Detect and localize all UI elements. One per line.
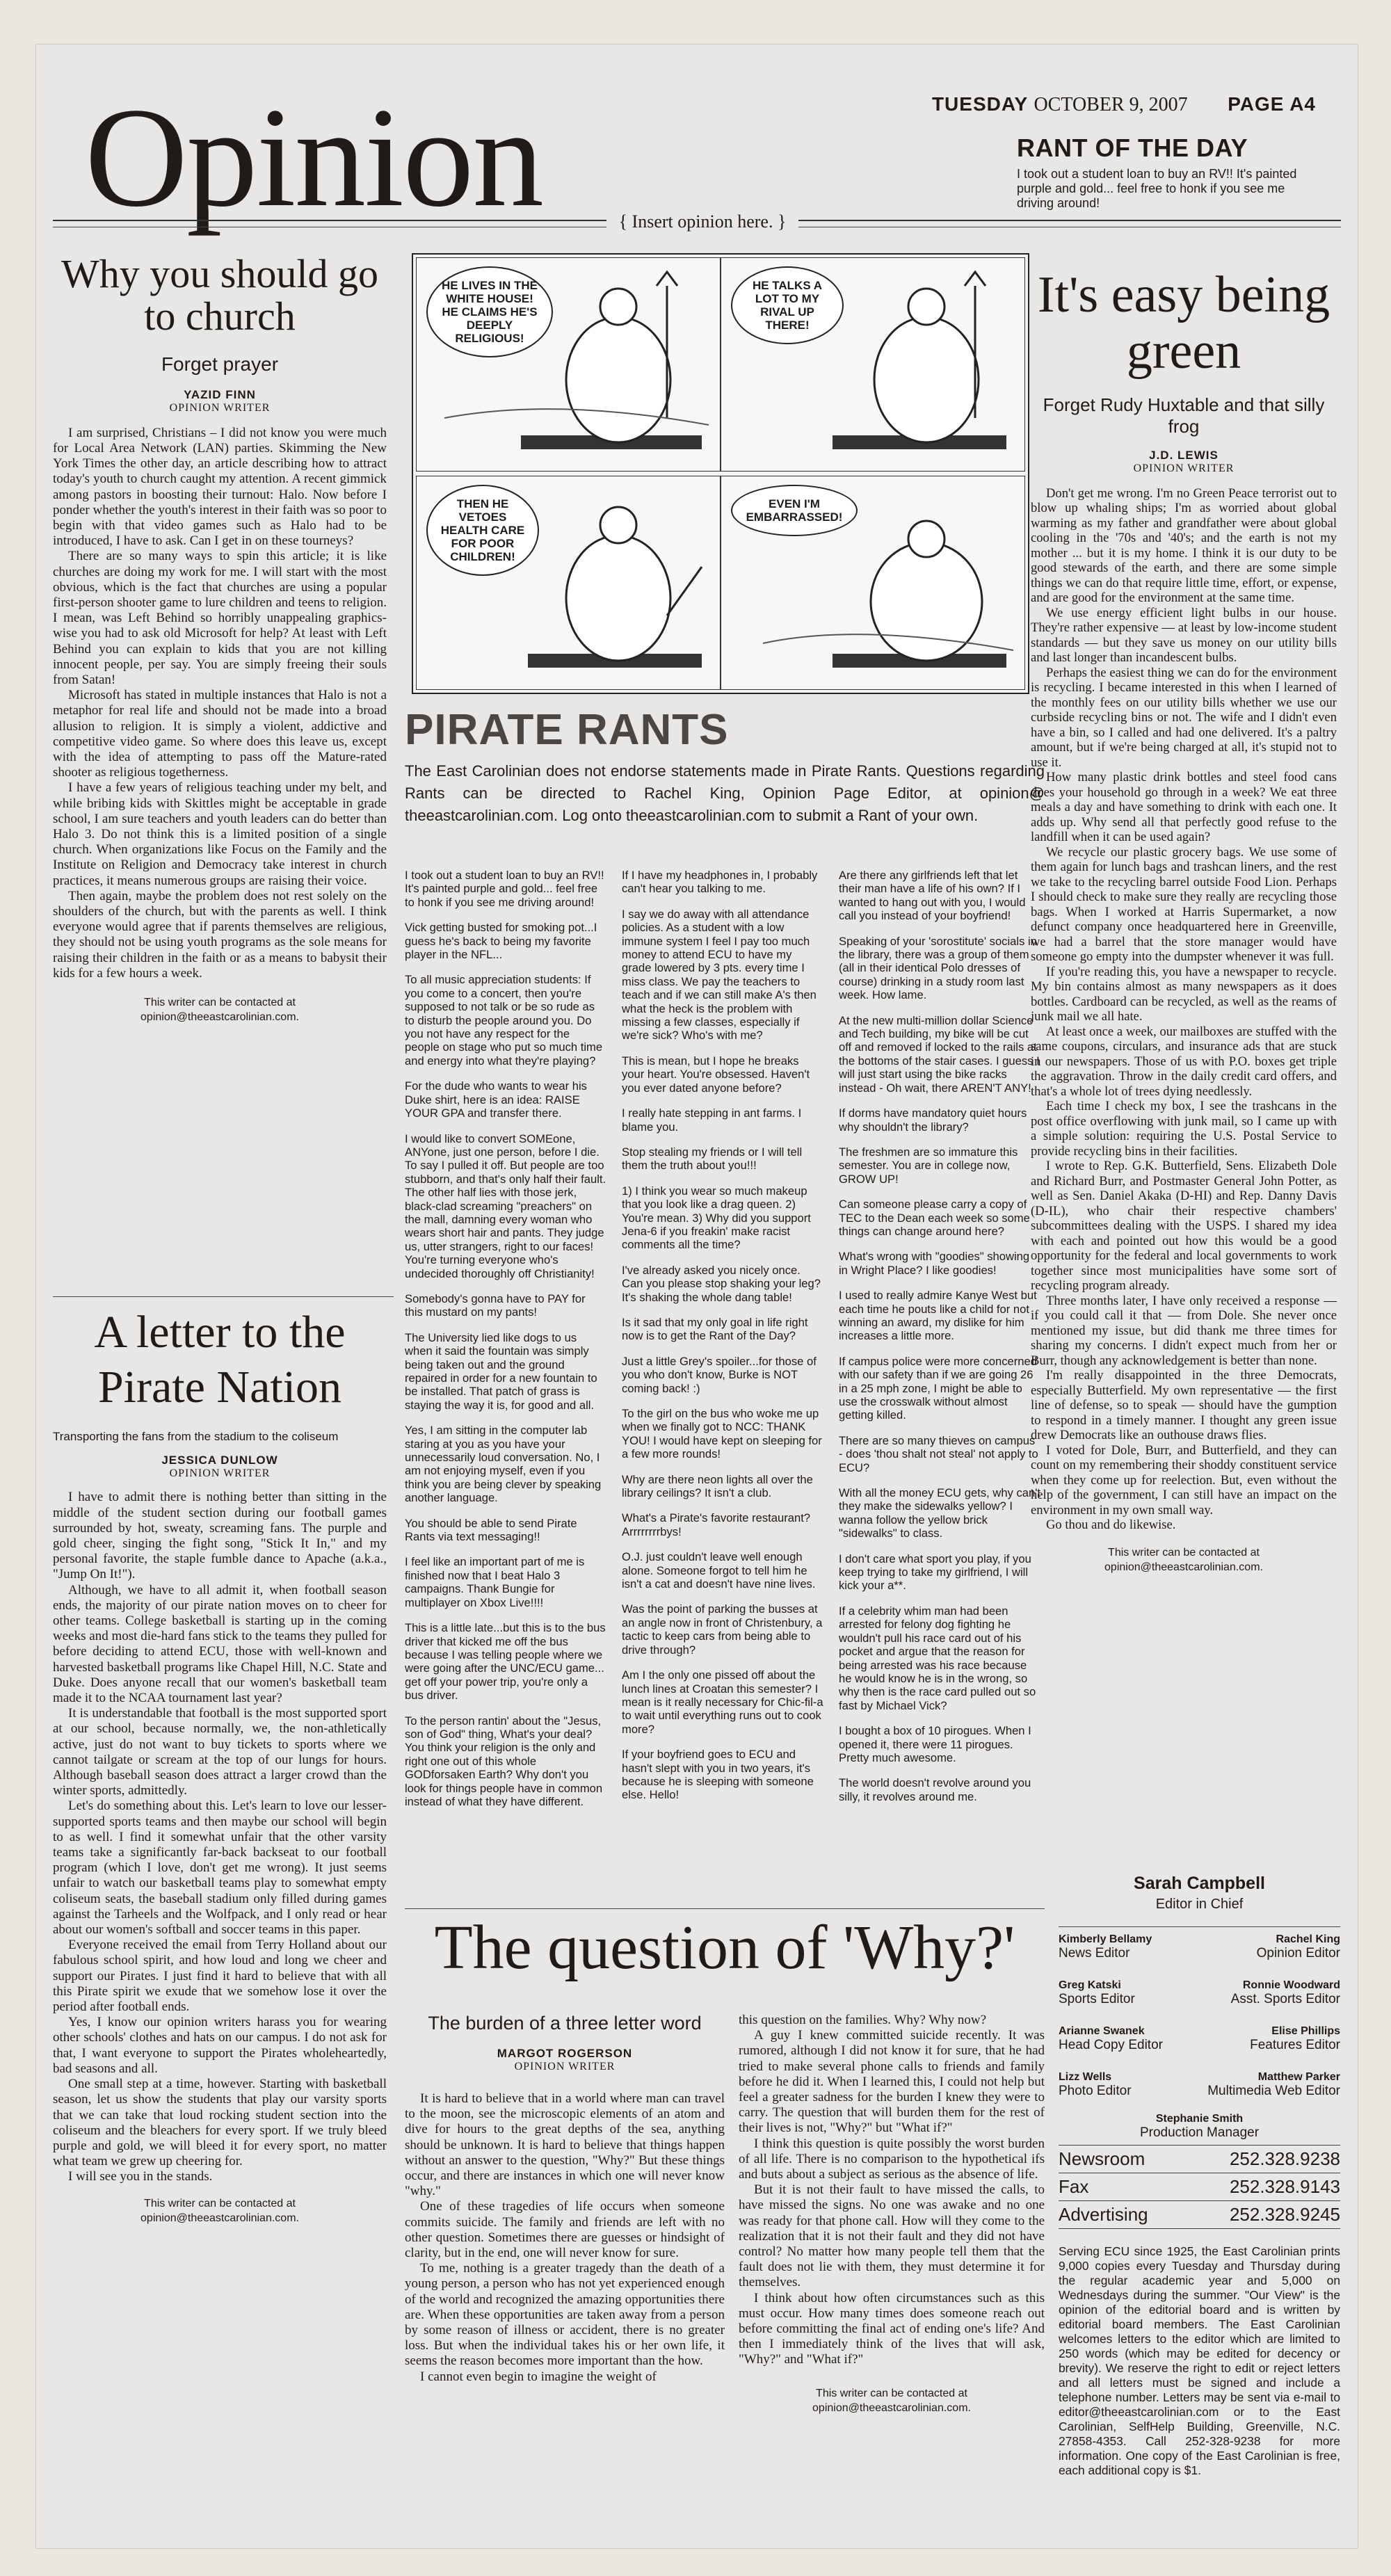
speech-bubble: THEN HE VETOES HEALTH CARE FOR POOR CHILDREN!: [426, 485, 539, 576]
paragraph: I have to admit there is nothing better than sitting in the middle of the student section during our football games surrounded by hot, sweaty, screaming fans. The purple and gold cheer, singing the fight song, "Stick It In," and my personal favorite, the staple fumble dance to Apache (a.k.a., "Jump On It!").: [53, 1490, 387, 1582]
staff-member: [1207, 2071, 1340, 2099]
rant-item: If dorms have mandatory quiet hours why shouldn't the library?: [839, 1106, 1027, 1134]
paragraph: Let's do something about this. Let's learn to love our lesser-supported sports teams and then maybe our school will begin to as well. I find it somewhat unfair that the other varsity teams take a significantly far-back backseat to our football program (which I love, don't get me wrong). It just seems unfair to watch our basketball teams play to somewhat empty coliseum seats, the baseball stadium only filled during games against the Tarheels and the Wolfpack, and I only read or hear about our women's softball and soccer teams in this paper.: [53, 1798, 387, 1938]
paragraph: Don't get me wrong. I'm no Green Peace terrorist out to blow up whaling ships; I'm as worried about global warming as my father and grandfather were about global cooling in the '70s and '40's; and the earth is not my mother ... but it is my home. I think it is our duty to be good stewards of the earth, and there are some simple things we can do that require little time, effort, or expense, and are good for the environment at the same time.: [1031, 485, 1337, 606]
rants-column-2: [622, 869, 823, 1814]
staff-role: Multimedia Web Editor: [1207, 2084, 1340, 2098]
contact-number: 252.328.9245: [1229, 2204, 1340, 2225]
rant-of-the-day-title: RANT OF THE DAY: [1017, 134, 1248, 162]
editor-in-chief-name: Sarah Campbell: [1134, 1874, 1265, 1893]
green-article: [1031, 267, 1337, 1575]
staff-role: News Editor: [1059, 1946, 1130, 1961]
staff-rule: [1059, 1926, 1340, 1927]
why-role: OPINION WRITER: [514, 2061, 616, 2072]
paragraph: I cannot even begin to imagine the weight of: [420, 2369, 657, 2384]
letter-role: OPINION WRITER: [169, 1467, 271, 1480]
paragraph: How many plastic drink bottles and steel food cans does your household go through in a week? We eat three meals a day and have something to drink with each one. It adds up. Why send all that perfectly good refuse to the landfill when it can be used again?: [1031, 770, 1337, 845]
rant-item: 1) I think you wear so much makeup that you look like a drag queen. 2) You're mean. 3) Why did you support Jena-6 if you freakin' make racist comments all the time?: [622, 1184, 811, 1252]
paragraph: I am surprised, Christians – I did not know you were much for Local Area Network (LAN) parties. Skimming the New York Times the other day, an article describing how to attract today's youth to church caught my attention. A recent gimmick among pastors in boosting their turnout: Halo. Now before I ponder whether the youth's interest in their faith was so poor to begin with that video games such as Halo had to be introduced, I have to ask. Can I get in on these tourneys?: [53, 425, 387, 549]
staff-role: Asst. Sports Editor: [1230, 1992, 1340, 2006]
contact-number: 252.328.9238: [1229, 2148, 1340, 2169]
contact-numbers: [1059, 2145, 1340, 2229]
rant-item: For the dude who wants to wear his Duke shirt, here is an idea: RAISE YOUR GPA and transfer there.: [405, 1079, 587, 1120]
staff-member: [1059, 1933, 1152, 1961]
staff-row: [1059, 1979, 1340, 2007]
devil-figure-illustration: [417, 476, 720, 689]
rant-item: Speaking of your 'sorostitute' socials in the library, there was a group of them (all in their identical Polo dresses of course) drinking in a study room last week. How lame.: [839, 934, 1037, 1002]
staff-box: [1059, 1874, 1340, 2478]
issue-date-text: OCTOBER 9, 2007: [1034, 94, 1188, 115]
letter-author: JESSICA DUNLOW: [161, 1454, 278, 1467]
publication-info: Serving ECU since 1925, the East Carolinian prints 9,000 copies every Tuesday and Thursday during the regular academic year and 5,000 on Wednesdays during the summer. "Our View" is the opinion of the editorial board and is written by editorial board members. The East Carolinian welcomes letters to the editor which are limited to 250 words (which may be edited for decency or brevity). We reserve the right to edit or reject letters and all letters must be signed and include a telephone number. Letters may be sent via e-mail to editor@theeastcarolinian.com or to the East Carolinian, SelfHelp Building, Greenville, N.C. 27858-4353. Call 252-328-9238 for more information. One copy of the East Carolinian is free, each additional copy is $1.: [1059, 2244, 1340, 2477]
staff-name: Arianne Swanek: [1059, 2025, 1145, 2037]
rant-item: This is a little late...but this is to the bus driver that kicked me off the bus because I was telling people where we were going after the UNC/ECU game... get off your power trip, you're only a bus driver.: [405, 1621, 606, 1702]
rant-item: I feel like an important part of me is finished now that I beat Halo 3 campaigns. Thank Bungie for multiplayer on Xbox Live!!!!: [405, 1555, 585, 1609]
rant-item: To all music appreciation students: If you come to a concert, then you're supposed to not talk or be so rude as to disturb the people around you. Do you not have any respect for the people on stage who put so much time and energy into what they're playing?: [405, 973, 603, 1068]
paragraph: Microsoft has stated in multiple instances that Halo is not a metaphor for real life and should not be made into a broad allusion to religion. It is simply a violent, addictive and competitive video game. So where does this leave us, except with the idea of attempting to pass off the Mature-rated shooter as religious togetherness.: [53, 688, 387, 780]
rant-item: Is it sad that my only goal in life right now is to get the Rant of the Day?: [622, 1315, 808, 1343]
paragraph: I think this question is quite possibly the worst burden of all life. There is no comparison to the hypothetical ifs and buts about a subject as serious as the absence of life.: [739, 2136, 1045, 2182]
church-contact: This writer can be contacted at opinion@theeastcarolinian.com.: [140, 997, 299, 1024]
rant-item: I bought a box of 10 pirogues. When I opened it, there were 11 pirogues. Pretty much awesome.: [839, 1724, 1031, 1764]
section-rule: [405, 1908, 1045, 1909]
rant-item: Stop stealing my friends or I will tell them the truth about you!!!: [622, 1145, 803, 1173]
editorial-cartoon: [412, 253, 1029, 694]
rants-column-1: [405, 869, 606, 1820]
rant-item: You should be able to send Pirate Rants via text messaging!!: [405, 1516, 577, 1544]
paragraph: Yes, I know our opinion writers harass you for wearing other schools' clothes and hats on our campus. I do not ask for that, I want everyone to support the Pirates wholeheartedly, bad seasons and all.: [53, 2015, 387, 2076]
paragraph: Perhaps the easiest thing we can do for the environment is recycling. I became interested in this when I learned of the monthly fees on our utility bills whether we use our curbside recycling bins or not. The wife and I didn't even have a bin, so I called and had one delivered. It's a paltry amount, but if we're being charged at all, it's stupid not to use it.: [1031, 665, 1337, 770]
paragraph: Each time I check my box, I see the trashcans in the post office overflowing with junk mail, so I came up with a simple solution: requiring the U.S. Postal Service to provide recycling bins in their facilities.: [1031, 1099, 1337, 1159]
staff-member: [1059, 2025, 1163, 2053]
staff-role: Production Manager: [1139, 2125, 1260, 2140]
cartoon-panel-2: [721, 257, 1025, 472]
paragraph: Then again, maybe the problem does not rest solely on the shoulders of the church, but with the parents as well. I think everyone would agree that if parents themselves are religious, they should not be using youth programs as the sole means for raising their children in the faith or as a means to babysit their kids for a few hours a week.: [53, 888, 387, 981]
paragraph: There are so many ways to spin this article; it is like churches are doing my work for me. I will start with the most obvious, which is the fact that churches are using a popular first-person shooter game to lure children and teens to religion. I mean, was Left Behind so horribly unappealing graphics-wise you had to ask old Microsoft for help? At least with Left Behind you can explain to kids that you are not killing innocent people, per say. You are simply freeing their souls from Satan!: [53, 549, 387, 688]
paragraph: It is hard to believe that in a world where man can travel to the moon, see the microscopic elements of an atom and dive for hours to the great depths of the sea, anything should be unknown. It is hard to believe that things happen without an answer to the question, "Why?" But these things occur, and there are instances in which one will never know "why.": [405, 2091, 725, 2199]
staff-name: Greg Katski: [1059, 1979, 1121, 1991]
issue-date: [932, 93, 1316, 116]
staff-member: [1059, 2071, 1132, 2099]
pirate-rants-intro: The East Carolinian does not endorse statements made in Pirate Rants. Questions regarding Rants can be directed to Rachel King, Opinion Page Editor, at opinion@ theeastcarolinian.com. Log onto theeastcarolinian.com to submit a Rant of your own.: [405, 762, 1045, 824]
staff-name: Stephanie Smith: [1155, 2113, 1244, 2125]
contact-row: [1059, 2201, 1340, 2229]
rant-item: I took out a student loan to buy an RV!! It's painted purple and gold... feel free to honk if you see me driving around!: [405, 869, 604, 909]
rant-of-the-day: [1017, 134, 1323, 211]
rant-item: There are so many thieves on campus - does 'thou shalt not steal' not apply to ECU?: [839, 1433, 1038, 1474]
green-author: J.D. LEWIS: [1149, 448, 1219, 462]
rant-item: I say we do away with all attendance policies. As a student with a low immune system I feel I pay too much money to attend ECU to have my grade lowered by 3 pts. every time I miss class. We pay the teachers to teach and if we can still make A's then what the heck is the problem with missing a few classes, especially if we're sick? Who's with me?: [622, 907, 817, 1043]
speech-bubble: EVEN I'M EMBARRASSED!: [731, 485, 858, 536]
letter-deck: Transporting the fans from the stadium to the coliseum: [53, 1430, 339, 1444]
rant-item: I used to really admire Kanye West but each time he pouts like a child for not winning an award, my dislike for him increases a little more.: [839, 1289, 1037, 1343]
devil-figure-illustration: [721, 258, 1024, 471]
staff-row: [1059, 2071, 1340, 2099]
letter-article: [53, 1305, 387, 2225]
paragraph: Everyone received the email from Terry Holland about our fabulous school spirit, and how loud and long we cheer and support our Pirates. I just find it hard to believe that with all this Pirate spirit we exude that we somehow lose it over the period after football ends.: [53, 1938, 387, 2015]
contact-label: Fax: [1059, 2176, 1089, 2197]
why-body-1: [405, 2091, 725, 2385]
rant-item: Are there any girlfriends left that let their man have a life of his own? If I wanted to hang out with you, I would call you instead of your boyfriend!: [839, 869, 1026, 923]
rant-of-the-day-text: I took out a student loan to buy an RV!! It's painted purple and gold... feel free to honk if you see me driving around!: [1017, 167, 1297, 210]
letter-body: [53, 1490, 387, 2184]
paragraph: But it is not their fault to have missed the calls, to have missed the signs. No one was awake and no one was ready for that phone call. How will they come to the realization that it is not their fault and they did not have control? No matter how many people tell them that the fault does not lie with them, they must determine it for themselves.: [739, 2182, 1045, 2290]
letter-headline: A letter to the Pirate Nation: [94, 1307, 346, 1413]
rant-item: If a celebrity whim man had been arrested for felony dog fighting he wouldn't pull his race card out of his pocket and argue that the reason for being arrested was his race because he would know he is in the wrong, so why then is the race card pulled out so fast by Michael Vick?: [839, 1604, 1036, 1712]
paragraph: this question on the families. Why? Why now?: [739, 2013, 987, 2027]
rant-item: Was the point of parking the busses at an angle now in front of Christenbury, a tactic to keep cars from being able to drive through?: [622, 1602, 823, 1657]
rant-item: This is mean, but I hope he breaks your heart. You're obsessed. Haven't you ever dated anyone before?: [622, 1054, 810, 1095]
staff-list: [1059, 1933, 1340, 2141]
rant-item: I really hate stepping in ant farms. I blame you.: [622, 1106, 802, 1134]
rant-item: The freshmen are so immature this semester. You are in college now, GROW UP!: [839, 1145, 1018, 1186]
cartoon-panel-1: [416, 257, 721, 472]
staff-name: Ronnie Woodward: [1242, 1979, 1340, 1991]
production-manager: [1059, 2113, 1340, 2141]
speech-bubble: HE LIVES IN THE WHITE HOUSE! HE CLAIMS HE'S DEEPLY RELIGIOUS!: [426, 266, 553, 357]
rant-item: I would like to convert SOMEone, ANYone, just one person, before I die. To say I pulled it off. But people are too stubborn, and that's only half their fault. The other half lies with those jerk, black-clad screaming "preachers" on the mall, damning every woman who wears short hair and pants. They judge us, utter strangers, right to our faces! You're turning everyone who's undecided thoroughly off Christianity!: [405, 1132, 606, 1280]
green-contact: This writer can be contacted at opinion@theeastcarolinian.com.: [1104, 1546, 1263, 1573]
staff-name: Rachel King: [1276, 1933, 1340, 1945]
rant-item: At the new multi-million dollar Science and Tech building, my bike will be cut off and removed if locked to the rails at the bottoms of the stair cases. I guess I will just start using the bike racks instead - Oh wait, there AREN'T ANY!: [839, 1013, 1040, 1095]
staff-role: Photo Editor: [1059, 2084, 1132, 2098]
contact-row: [1059, 2173, 1340, 2201]
rant-item: The University lied like dogs to us when it said the fountain was simply being taken out and the ground repaired in order for a new fountain to be installed. That patch of grass is staying the way it is, for good and all.: [405, 1330, 597, 1412]
page-number: PAGE A4: [1228, 93, 1316, 115]
pirate-rants: [405, 705, 1045, 827]
staff-member: [1059, 1979, 1135, 2007]
why-contact: This writer can be contacted at opinion@theeastcarolinian.com.: [812, 2387, 971, 2414]
staff-name: Matthew Parker: [1257, 2071, 1340, 2083]
rant-item: Can someone please carry a copy of TEC to the Dean each week so some things can change around here?: [839, 1198, 1030, 1238]
rant-item: O.J. just couldn't leave well enough alone. Someone forgot to tell him he isn't a cat and doesn't have nine lives.: [622, 1550, 816, 1591]
rant-item: Just a little Grey's spoiler...for those of you who don't know, Burke is NOT coming back! :): [622, 1354, 817, 1395]
staff-role: Head Copy Editor: [1059, 2038, 1163, 2052]
why-article-col1: [405, 2013, 725, 2385]
staff-name: Lizz Wells: [1059, 2071, 1112, 2083]
rant-item: What's wrong with "goodies" showing in Wright Place? I like goodies!: [839, 1250, 1030, 1277]
staff-name: Elise Phillips: [1271, 2025, 1340, 2037]
paragraph: I voted for Dole, Burr, and Butterfield, and they can count on my remembering their shoddy constituent service when they come up for reelection. But, even without the help of the government, I can still have an impact on the environment in my own small way.: [1031, 1442, 1337, 1518]
rant-item: If campus police were more concerned with our safety than if we are going 26 in a 25 mph zone, I might be able to use the crosswalk without almost getting killed.: [839, 1354, 1037, 1422]
issue-day: TUESDAY: [931, 93, 1028, 115]
paragraph: I will see you in the stands.: [68, 2169, 213, 2184]
rant-item: To the person rantin' about the "Jesus, son of God" thing, What's your deal? You think your religion is the only and right one out of this whole GODforsaken Earth? Why don't you look for things people have in common instead of what they have different.: [405, 1714, 603, 1808]
paragraph: If you're reading this, you have a newspaper to recycle. My bin contains almost as many newspapers as it does bottles. Cardboard can be recycled, as well as the reams of junk mail we all hate.: [1031, 964, 1337, 1024]
staff-name: Kimberly Bellamy: [1059, 1933, 1152, 1945]
paragraph: Although, we have to all admit it, when football season ends, the majority of our pirate nation moves on to cheer for other teams. College basketball is starting up in the coming weeks and most die-hard fans stick to the teams they pulled for before deciding to attend ECU, those with well-known and harvested basketball programs like Chapel Hill, N.C. State and Duke. Does anyone recall that our women's basketball team made it to the NCAA tournament last year?: [53, 1582, 387, 1706]
rant-item: Am I the only one pissed off about the lunch lines at Croatan this semester? I mean is it really necessary for Chic-fil-a to wait until everything runs out to cook more?: [622, 1668, 823, 1736]
church-body: [53, 426, 387, 981]
contact-number: 252.328.9143: [1229, 2176, 1340, 2197]
church-deck: Forget prayer: [161, 353, 279, 375]
paragraph: I wrote to Rep. G.K. Butterfield, Sens. Elizabeth Dole and Richard Burr, and Postmaster General John Potter, as well as Sen. Daniel Akaka (D-HI) and Rep. Danny Davis (D-IL), who chair their respective chambers' subcommittees dealing with the USPS. I shared my idea with each and pointed out how this would be a good opportunity for the federal and local governments to work together since most municipalities have some sort of recycling program already.: [1031, 1159, 1337, 1294]
devil-figure-illustration: [417, 258, 720, 471]
paragraph: It is understandable that football is the most supported sport at our school, because normally, we, the non-athletically active, just do not want to buy tickets to sports where we cannot tailgate or scream at the top of our lungs for hours. Although baseball season does attract a larger crowd than the winter sports, admittedly.: [53, 1706, 387, 1798]
paragraph: To me, nothing is a greater tragedy than the death of a young person, a person who has not yet experienced enough of the world and recognized the amazing opportunities there are. When these opportunities are taken away from a person by some reason of illness or accident, there is no greater loss. But when the individual takes his or her own life, it seems the reason becomes more important than the how.: [405, 2261, 725, 2369]
why-body-2: [739, 2013, 1045, 2368]
why-article-col2: [739, 2013, 1045, 2415]
why-deck: The burden of a three letter word: [428, 2013, 702, 2034]
editor-in-chief-role: Editor in Chief: [1155, 1897, 1244, 1912]
cartoon-panel-3: [416, 476, 721, 690]
paragraph: At least once a week, our mailboxes are stuffed with the same coupons, circulars, and insurance ads that are stuck in our newspapers. Those of us with P.O. boxes get triple the aggravation. Throw in the daily credit card offers, and that's a whole lot of trees dying needlessly.: [1031, 1024, 1337, 1099]
column-rule: [53, 1296, 394, 1297]
contact-label: Advertising: [1059, 2204, 1148, 2225]
church-author: YAZID FINN: [184, 387, 256, 401]
rant-item: What's a Pirate's favorite restaurant? Arrrrrrrrbys!: [622, 1511, 811, 1538]
staff-role: Features Editor: [1250, 2038, 1340, 2052]
rants-column-3: [839, 869, 1040, 1815]
contact-row: [1059, 2146, 1340, 2173]
rant-item: Somebody's gonna have to PAY for this mustard on my pants!: [405, 1291, 586, 1319]
rant-item: I've already asked you nicely once. Can you please stop shaking your leg? It's shaking the whole dang table!: [622, 1263, 821, 1304]
rant-item: If your boyfriend goes to ECU and hasn't slept with you in two years, it's because he is sleeping with someone else. Hello!: [622, 1748, 814, 1802]
letter-contact: This writer can be contacted at opinion@theeastcarolinian.com.: [140, 2197, 299, 2224]
green-deck: Forget Rudy Huxtable and that silly frog: [1043, 394, 1325, 437]
paragraph: One of these tragedies of life occurs when someone commits suicide. The family and friends are left with no other question. Sometimes there are guesses or hindsight of clarity, but in the end, one will never know for sure.: [405, 2199, 725, 2261]
paragraph: I have a few years of religious teaching under my belt, and while bribing kids with Skittles might be acceptable in grade school, I am sure teachers and youth leaders can do better than Halo 3. Do not think this is a limited position of a single church. When organizations like Focus on the Family and the Institute on Religion and Democracy take interest in church practices, it means numerous groups are raising their voice.: [53, 780, 387, 888]
rant-item: Why are there neon lights all over the library ceilings? It isn't a club.: [622, 1472, 813, 1500]
rant-item: Yes, I am sitting in the computer lab staring at you as you have your unnecessarily loud conversation. No, I am not enjoying myself, even if you think you are being clever by speaking another language.: [405, 1424, 602, 1505]
rant-item: I don't care what sport you play, if you keep trying to take my girlfriend, I will kick your a**.: [839, 1552, 1031, 1593]
staff-row: [1059, 2025, 1340, 2053]
speech-bubble: HE TALKS A LOT TO MY RIVAL UP THERE!: [731, 266, 844, 344]
rant-item: To the girl on the bus who woke me up when we finally got to NCC: THANK YOU! I would have kept on sleeping for a few more rounds!: [622, 1407, 822, 1461]
paragraph: Go thou and do likewise.: [1046, 1518, 1176, 1533]
paragraph: We use energy efficient light bulbs in our house. They're rather expensive — at least by low-income student standards — but they save us money on our utility bills and last longer than incandescent bulbs.: [1031, 605, 1337, 666]
staff-member: [1231, 1979, 1340, 2007]
rant-item: The world doesn't revolve around you silly, it revolves around me.: [839, 1776, 1031, 1803]
rant-item: If I have my headphones in, I probably can't hear you talking to me.: [622, 869, 818, 896]
rant-item: Vick getting busted for smoking pot...I guess he's back to being my favorite player in the NFL...: [405, 921, 597, 962]
green-role: OPINION WRITER: [1133, 462, 1235, 474]
staff-row: [1059, 1933, 1340, 1961]
why-headline: The question of 'Why?': [434, 1913, 1015, 1982]
paragraph: Three months later, I have only received a response — if you could call it that — from Dole. She never once mentioned my issue, but did thank me three times for sharing my concerns. I didn't expect much from her or Burr, though any acknowledgement is better than none.: [1031, 1293, 1337, 1368]
rant-item: With all the money ECU gets, why can't they make the sidewalks yellow? I wanna follow the yellow brick "sidewalks" to class.: [839, 1486, 1040, 1540]
paragraph: One small step at a time, however. Starting with basketball season, let us show the students that play our varsity sports that we can take that loud rocking student section into the coliseum and the bleachers for every sport. If we truly bleed purple and gold, we will bleed it for every sport, no matter what team we grew up cheering for.: [53, 2077, 387, 2169]
church-article: [53, 253, 387, 1024]
cartoon-panel-4: [721, 476, 1025, 690]
green-headline: It's easy being green: [1037, 266, 1330, 380]
devil-figure-illustration: [721, 476, 1024, 689]
contact-label: Newsroom: [1059, 2148, 1145, 2169]
why-author: MARGOT ROGERSON: [497, 2047, 633, 2060]
paragraph: I'm really disappointed in the three Democrats, especially Butterfield. My own representative — the first line of defense, so to speak — should have the gumption to respond in a timely manner. I thought any green issue drew Democrats like an outhouse draws flies.: [1031, 1368, 1337, 1443]
insert-tagline: { Insert opinion here. }: [606, 211, 798, 232]
church-role: OPINION WRITER: [169, 401, 271, 414]
pirate-rants-title: PIRATE RANTS: [405, 706, 729, 754]
staff-member: [1257, 1933, 1340, 1961]
staff-member: [1250, 2025, 1340, 2053]
newspaper-page: [36, 45, 1358, 2548]
section-title: Opinion: [85, 79, 542, 236]
green-body: [1031, 486, 1337, 1533]
staff-role: Sports Editor: [1059, 1992, 1135, 2006]
church-headline: Why you should go to church: [61, 251, 378, 339]
paragraph: I think about how often circumstances such as this must occur. How many times does someone reach out before committing the final act of ending one's life? And then I immediately think of the lives that will ask, "Why?" and "What if?": [739, 2290, 1045, 2367]
paragraph: We recycle our plastic grocery bags. We use some of them again for lunch bags and trashcan liners, and the rest we take to the recycling barrel outside Food Lion. Perhaps I should check to make sure they really are recycling those bags. When I worked at Harris Supermarket, a now defunct company once headquartered here in Greenville, we had a barrel that the store manager would have someone go empty into the dumpster whenever it was full.: [1031, 844, 1337, 965]
paragraph: A guy I knew committed suicide recently. It was rumored, although I did not know it for sure, that he had tried to make several phone calls to friends and family before he did it. When I learned this, I could not help but feel a greater sadness for the burden I knew they were to carry. The question that will burden them for the rest of their lives is not, "Why?" but "What if?": [739, 2028, 1045, 2136]
staff-role: Opinion Editor: [1256, 1946, 1340, 1961]
